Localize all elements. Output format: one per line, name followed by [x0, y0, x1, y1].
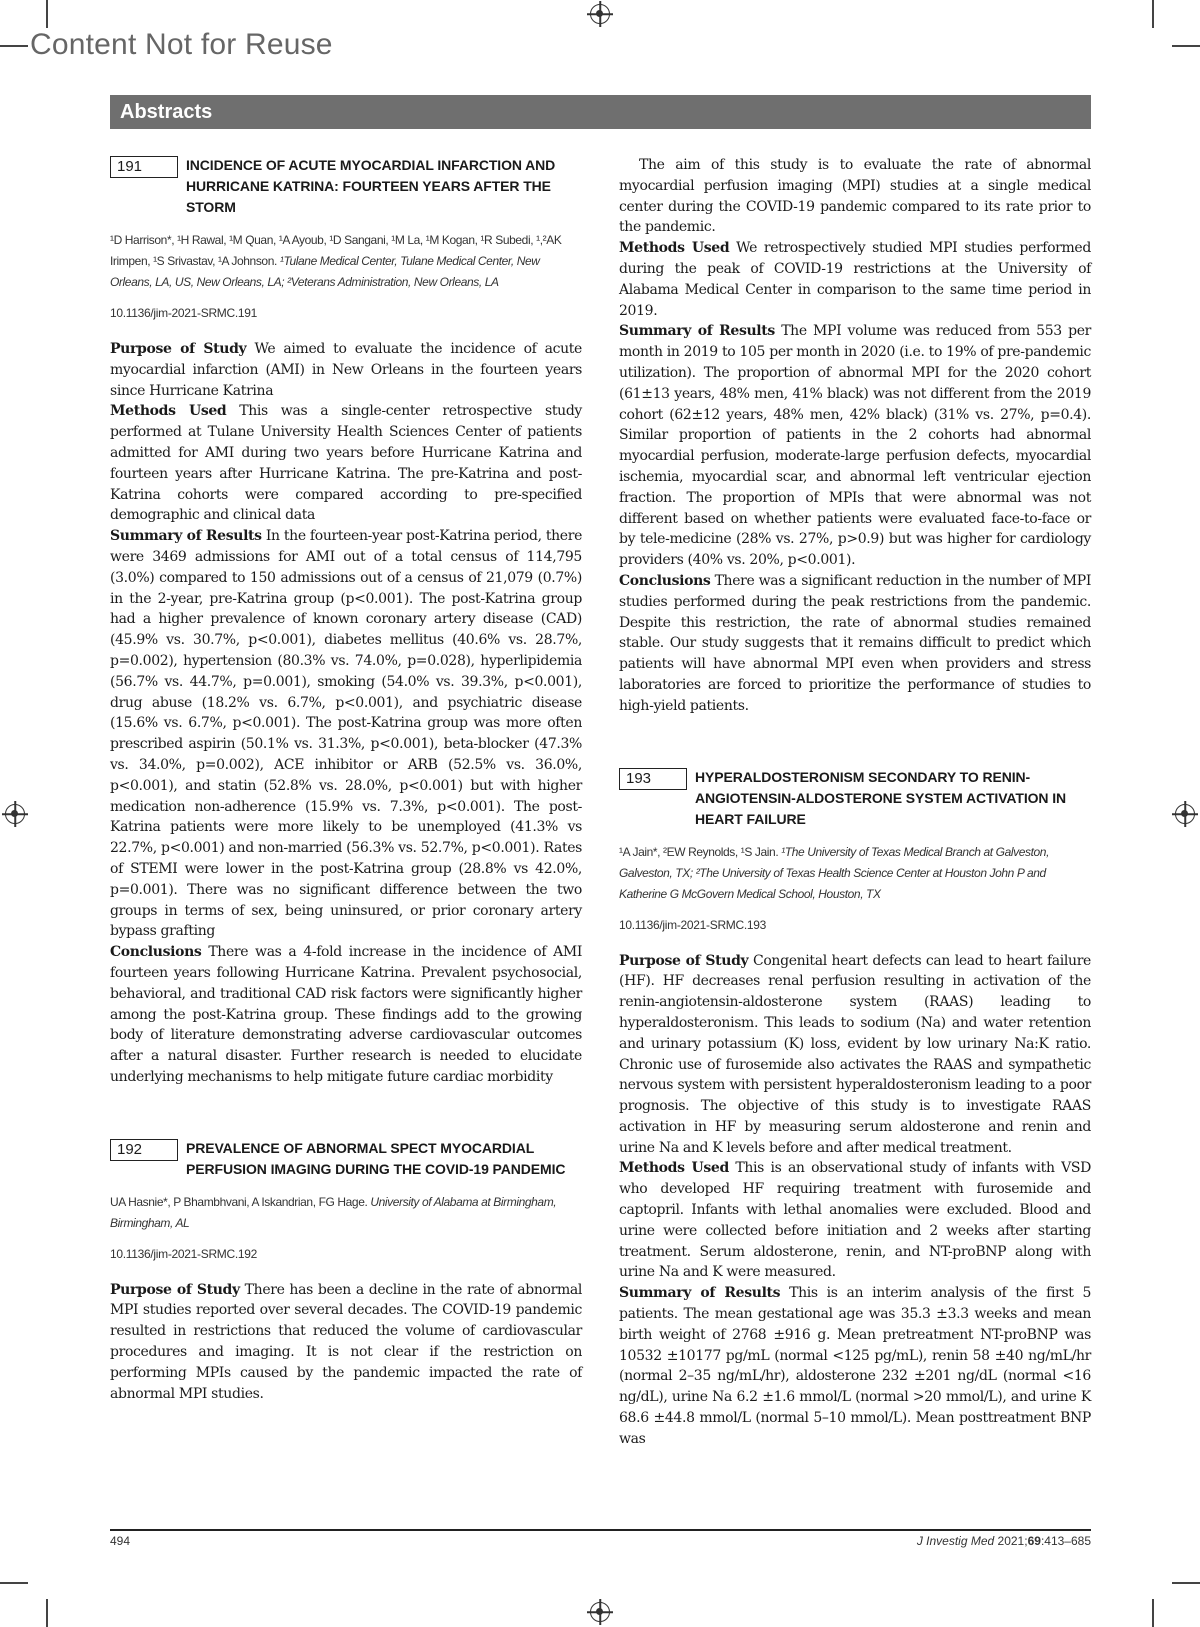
abstract-192 — [110, 1138, 582, 1405]
page-number: 494 — [110, 1534, 131, 1548]
section-banner: Abstracts — [110, 95, 1091, 129]
abstract-number: 192 — [110, 1139, 178, 1161]
abstract-191 — [110, 155, 582, 1088]
crop-mark — [46, 0, 48, 28]
crop-mark — [1152, 1599, 1154, 1627]
abstract-section: Methods Used We retrospectively studied MPI studies performed during the peak of COVID-19 restrictions at the University of Alabama Medical Center in comparison to the same time period in 2019. — [619, 240, 1091, 319]
registration-mark-icon — [590, 1602, 610, 1622]
abstract-section: Purpose of Study We aimed to evaluate the incidence of acute myocardial infarction (AMI) in New Orleans in the fourteen years since Hurricane Katrina — [110, 341, 582, 399]
crop-mark — [46, 1599, 48, 1627]
abstract-section: Conclusions There was a 4-fold increase in the incidence of AMI fourteen years following Hurricane Katrina. Prevalent psychosocial, behavioral, and traditional CAD risk factors were significantly higher among the post-Katrina group. These findings add to the growing body of literature demonstrating adverse cardiovascular outcomes after a natural disaster. Further research is needed to elucidate underlying mechanisms to help mitigate future cardiac morbidity — [110, 944, 582, 1085]
abstract-section: Summary of Results This is an interim analysis of the first 5 patients. The mean gestational age was 35.3 ±3.3 weeks and mean birth weight of 2768 ±916 g. Mean pretreatment NT-proBNP was 10532 ±10177 pg/mL (normal <125 pg/mL), renin 58 ±40 ng/mL/hr (normal 2–35 ng/mL/hr), aldosterone 232 ±201 ng/dL (normal <16 ng/dL), urine Na 6.2 ±1.6 mmol/L (normal >20 mmol/L), and urine K 68.6 ±44.8 mmol/L (normal 5–10 mmol/L). Mean posttreatment BNP was — [619, 1285, 1092, 1447]
author-list: UA Hasnie*, P Bhambhvani, A Iskandrian, FG Hage. University of Alabama at Birmingham, Birmingham, AL — [110, 1194, 557, 1230]
abstract-section: Purpose of Study Congenital heart defects can lead to heart failure (HF). HF decreases renal perfusion resulting in activation of the renin-angiotensin-aldosterone system (RAAS) leading to hyperaldosteronism. This leads to sodium (Na) and water retention and urinary potassium (K) loss, evident by low urinary Na:K ratio. Chronic use of furosemide also activates the RAAS and sympathetic nervous system with persistent hyperaldosteronism leading to a poor prognosis. The objective of this study is to investigate RAAS activation in HF by measuring serum aldosterone and renin and urine Na and K levels before and after medical treatment. — [619, 952, 1091, 1156]
left-column — [110, 155, 582, 1404]
abstract-192-continued — [619, 155, 1091, 717]
crop-mark — [1172, 1582, 1200, 1584]
abstract-number: 193 — [619, 768, 687, 790]
author-list: ¹D Harrison*, ¹H Rawal, ¹M Quan, ¹A Ayoub, ¹D Sangani, ¹M La, ¹M Kogan, ¹R Subedi, ¹,²AK Irimpen, ¹S Srivastav, ¹A Johnson. ¹Tulane Medical Center, Tulane Medical Center, New Orleans, LA, US, New Orleans, LA; ²Veterans Administration, New Orleans, LA — [110, 233, 562, 289]
abstract-section: Summary of Results In the fourteen-year post-Katrina period, there were 3469 admissions for AMI out of a total census of 114,795 (3.0%) compared to 150 admissions out of a census of 21,079 (0.7%) in the 2-year, pre-Katrina group (p<0.001). The post-Katrina group had a higher prevalence of known coronary artery disease (CAD) (45.9% vs. 30.7%, p<0.001), diabetes mellitus (40.6% vs. 28.7%, p=0.002), hypertension (80.3% vs. 74.0%, p=0.028), hyperlipidemia (56.7% vs. 44.7%, p=0.001), smoking (54.0% vs. 39.3%, p<0.001), drug abuse (18.2% vs. 6.7%, p<0.001), and psychiatric disease (15.6% vs. 6.7%, p<0.001). The post-Katrina group was more often prescribed aspirin (50.1% vs. 31.3%, p<0.001), beta-blocker (47.3% vs. 34.0%, p=0.002), ACE inhibitor or ARB (52.5% vs. 36.0%, p<0.001), and statin (52.8% vs. 28.0%, p<0.001) but with higher medication non-adherence (15.9% vs. 7.3%, p<0.001). The post-Katrina patients were more likely to be unemployed (41.3% vs 22.7%, p<0.001) and non-married (56.3% vs. 52.7%, p<0.001). Rates of STEMI were lower in the post-Katrina group (28.8% vs 42.0%, p=0.001). There was no significant difference between the two groups in terms of sex, being uninsured, or prior coronary artery bypass grafting — [110, 528, 582, 940]
abstract-title: HYPERALDOSTERONISM SECONDARY TO RENIN-ANGIOTENSIN-ALDOSTERONE SYSTEM ACTIVATION IN HEART FAILURE — [695, 768, 1067, 827]
footer-rule — [110, 1529, 1091, 1531]
crop-mark — [1152, 0, 1154, 28]
crop-mark — [0, 1582, 28, 1584]
right-column — [619, 155, 1091, 1450]
affiliation: ¹Tulane Medical Center, Tulane Medical Center, New Orleans, LA, US, New Orleans, LA; ²Veterans Administration, New Orleans, LA — [110, 254, 540, 289]
doi: 10.1136/jim-2021-SRMC.191 — [110, 306, 258, 320]
registration-mark-icon — [590, 4, 610, 24]
abstract-section: Methods Used This was a single-center retrospective study performed at Tulane University Health Sciences Center of patients admitted for AMI during two years before Hurricane Katrina and fourteen years after Hurricane Katrina. The pre-Katrina and post-Katrina cohorts were compared according to pre-specified demographic and clinical data — [110, 403, 582, 524]
abstract-section: Summary of Results The MPI volume was reduced from 553 per month in 2019 to 105 per month in 2020 (i.e. to 19% of pre-pandemic utilization). The proportion of abnormal MPI for the 2020 cohort (61±13 years, 48% men, 41% black) was not different from the 2019 cohort (62±12 years, 48% men, 42% black) (31% vs. 27%, p=0.4). Similar proportion of patients in the 2 cohorts had abnormal myocardial perfusion, moderate-large perfusion defects, myocardial ischemia, myocardial scar, and abnormal left ventricular ejection fraction. The proportion of MPIs that were abnormal was not different based on whether patients were evaluated face-to-face or by tele-medicine (28% vs. 27%, p>0.9) but was higher for cardiology providers (40% vs. 20%, p<0.001). — [619, 323, 1092, 569]
crop-mark — [1172, 45, 1200, 47]
registration-mark-icon — [5, 804, 25, 824]
abstract-title: PREVALENCE OF ABNORMAL SPECT MYOCARDIAL PERFUSION IMAGING DURING THE COVID-19 PANDEMIC — [186, 1139, 566, 1177]
doi: 10.1136/jim-2021-SRMC.193 — [619, 917, 767, 932]
author-list: ¹A Jain*, ²EW Reynolds, ¹S Jain. ¹The University of Texas Medical Branch at Galveston, Galveston, TX; ²The University of Texas Health Science Center at Houston John P and Katherine G McGovern Medical School, Houston, TX — [619, 844, 1050, 901]
affiliation: ¹The University of Texas Medical Branch at Galveston, Galveston, TX; ²The University of Texas Health Science Center at Houston John P and Katherine G McGovern Medical School, Houston, TX — [619, 844, 1050, 901]
journal-citation: J Investig Med 2021;69:413–685 — [916, 1534, 1091, 1548]
watermark: Content Not for Reuse — [30, 28, 333, 61]
registration-mark-icon — [1175, 804, 1195, 824]
abstract-section: Methods Used This is an observational study of infants with VSD who developed HF requiring treatment with furosemide and captopril. Infants with lethal anomalies were excluded. Blood and urine were collected before initiation and 2 weeks after starting treatment. Serum aldosterone, renin, and NT-proBNP along with urine Na and K were measured. — [619, 1160, 1091, 1281]
abstract-section: Conclusions There was a significant reduction in the number of MPI studies performed during the peak restrictions from the pandemic. Despite this restriction, the rate of abnormal studies remained stable. Our study suggests that it remains difficult to predict which patients will have abnormal MPI even when providers and stress laboratories are forced to prioritize the performance of studies to high-yield patients. — [619, 572, 1091, 714]
abstract-193 — [619, 767, 1091, 1450]
affiliation: University of Alabama at Birmingham, Birmingham, AL — [110, 1194, 557, 1230]
abstract-section: The aim of this study is to evaluate the rate of abnormal myocardial perfusion imaging (MPI) studies at a single medical center during the COVID-19 pandemic compared to its rate prior to the pandemic. — [619, 157, 1091, 236]
abstract-section: Purpose of Study There has been a decline in the rate of abnormal MPI studies reported over several decades. The COVID-19 pandemic resulted in restrictions that reduced the volume of cardiovascular procedures and imaging. It is not clear if the restriction on performing MPIs caused by the pandemic impacted the rate of abnormal MPI studies. — [110, 1281, 582, 1402]
doi: 10.1136/jim-2021-SRMC.192 — [110, 1246, 258, 1261]
abstract-title: INCIDENCE OF ACUTE MYOCARDIAL INFARCTION AND HURRICANE KATRINA: FOURTEEN YEARS AFTER THE STORM — [186, 157, 556, 215]
crop-mark — [0, 45, 28, 47]
abstract-number: 191 — [110, 156, 178, 178]
